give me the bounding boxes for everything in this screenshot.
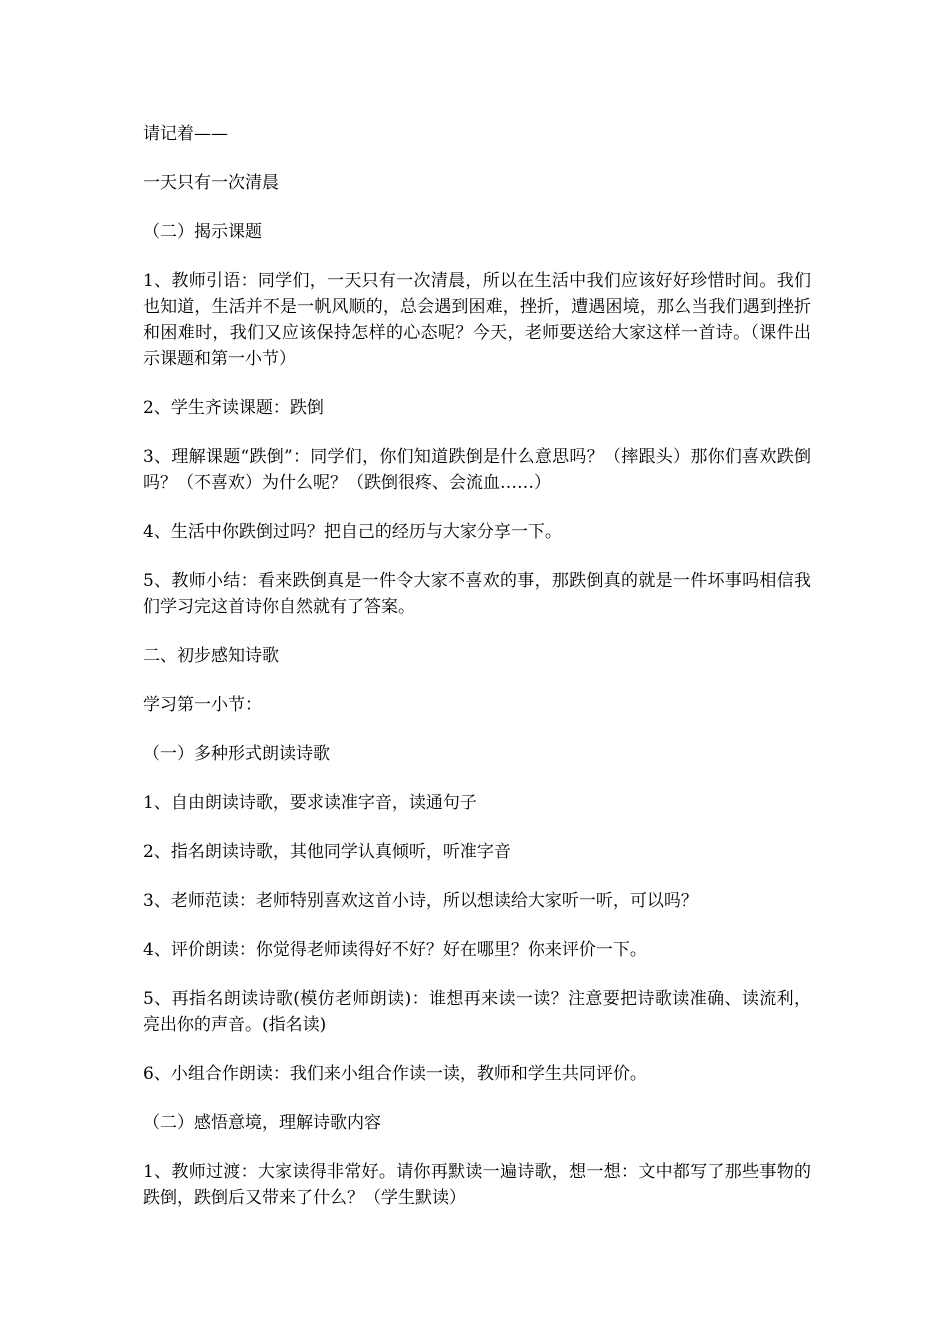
- section-heading-perceive-poem: 二、初步感知诗歌: [143, 646, 279, 666]
- paragraph-imitate-reading: 5、再指名朗读诗歌(模仿老师朗读)：谁想再来读一读？注意要把诗歌读准确、读流利，亮出你的声音。(指名读): [143, 989, 811, 1035]
- paragraph-teacher-transition: 1、教师过渡：大家读得非常好。请你再默读一遍诗歌，想一想：文中都写了那些事物的跌倒，跌倒后又带来了什么？（学生默读）: [143, 1162, 811, 1208]
- section-heading-reveal-topic: （二）揭示课题: [143, 222, 262, 242]
- paragraph-teacher-intro: 1、教师引语：同学们，一天只有一次清晨，所以在生活中我们应该好好珍惜时间。我们也知道，生活并不是一帆风顺的，总会遇到困难，挫折，遭遇困境，那么当我们遇到挫折和困难时，我们又应该保持怎样的心态呢？今天，老师要送给大家这样一首诗。（课件出示课题和第一小节）: [143, 271, 811, 369]
- paragraph-free-reading: 1、自由朗读诗歌，要求读准字音，读通句子: [143, 793, 477, 813]
- paragraph-first-section: 学习第一小节：: [143, 695, 262, 715]
- paragraph-teacher-model-reading: 3、老师范读：老师特别喜欢这首小诗，所以想读给大家听一听，可以吗？: [143, 891, 698, 911]
- paragraph-remember: 请记着——: [143, 124, 228, 144]
- paragraph-teacher-summary: 5、教师小结：看来跌倒真是一件令大家不喜欢的事，那跌倒真的就是一件坏事吗相信我们学习完这首诗你自然就有了答案。: [143, 571, 811, 617]
- paragraph-understand-title: 3、理解课题“跌倒”：同学们，你们知道跌倒是什么意思吗？（摔跟头）那你们喜欢跌倒吗？（不喜欢）为什么呢？（跌倒很疼、会流血……）: [143, 447, 811, 493]
- paragraph-named-reading: 2、指名朗读诗歌，其他同学认真倾听，听准字音: [143, 842, 511, 862]
- paragraph-group-reading: 6、小组合作朗读：我们来小组合作读一读，教师和学生共同评价。: [143, 1064, 647, 1084]
- section-heading-read-aloud: （一）多种形式朗读诗歌: [143, 744, 330, 764]
- paragraph-evaluate-reading: 4、评价朗读：你觉得老师读得好不好？好在哪里？你来评价一下。: [143, 940, 647, 960]
- paragraph-only-one-morning: 一天只有一次清晨: [143, 173, 279, 193]
- section-heading-understand-content: （二）感悟意境，理解诗歌内容: [143, 1113, 381, 1133]
- document-body: [143, 121, 811, 1234]
- paragraph-read-title: 2、学生齐读课题：跌倒: [143, 398, 324, 418]
- paragraph-share-experience: 4、生活中你跌倒过吗？把自己的经历与大家分享一下。: [143, 522, 562, 542]
